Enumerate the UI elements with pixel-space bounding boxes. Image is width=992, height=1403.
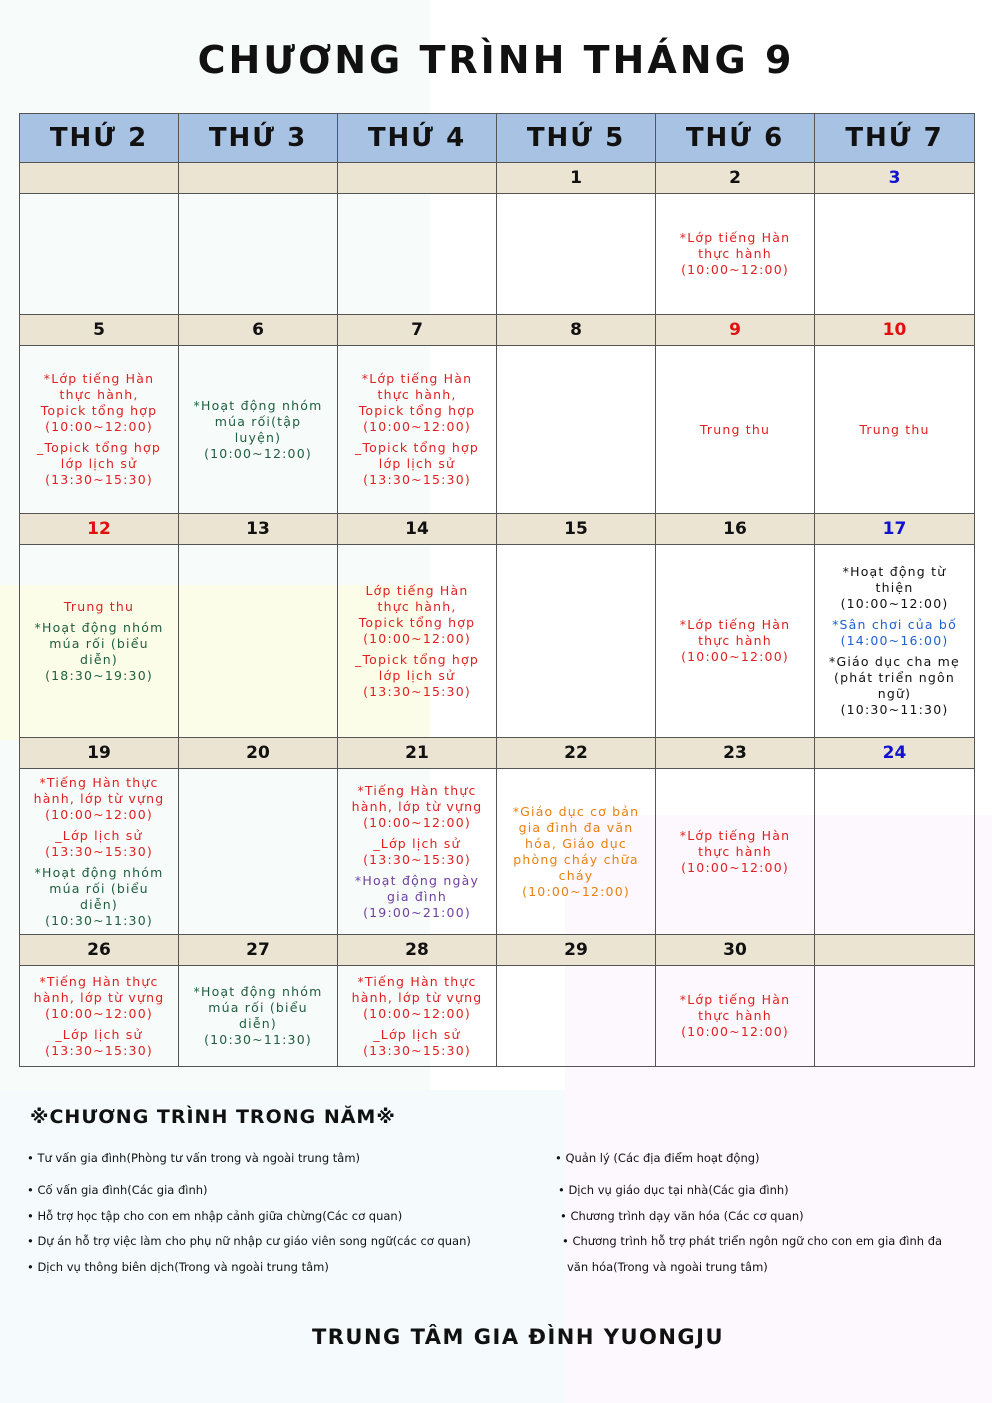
day-number: 2 (656, 163, 815, 194)
day-number: 27 (179, 935, 338, 966)
weekday-header: THỨ 4 (338, 114, 497, 163)
events-row (20, 966, 975, 1067)
day-cell (20, 966, 179, 1067)
day-cell (20, 769, 179, 935)
events-row (20, 545, 975, 738)
program-item: • Quản lý (Các địa điểm hoạt động) (555, 1151, 760, 1165)
day-cell (20, 194, 179, 315)
day-cell (338, 769, 497, 935)
program-item: • Cố vấn gia đình(Các gia đình) (27, 1183, 208, 1197)
day-cell (656, 769, 815, 935)
event-entry: Trung thu (699, 421, 771, 437)
day-number: 10 (815, 315, 975, 346)
day-number: 29 (497, 935, 656, 966)
day-cell (179, 769, 338, 935)
date-row (20, 738, 975, 769)
event-entry: *Hoạt động từ thiện (10:00~12:00) (840, 564, 949, 611)
events-row (20, 194, 975, 315)
program-item: văn hóa(Trong và ngoài trung tâm) (567, 1260, 768, 1274)
day-number (338, 163, 497, 194)
day-cell (656, 545, 815, 738)
day-number (20, 163, 179, 194)
event-entry: Trung thu (63, 598, 135, 614)
day-cell (815, 769, 975, 935)
day-cell (497, 769, 656, 935)
day-number: 9 (656, 315, 815, 346)
program-item: • Dịch vụ giáo dục tại nhà(Các gia đình) (558, 1183, 789, 1197)
day-cell (656, 194, 815, 315)
day-number: 21 (338, 738, 497, 769)
year-programs-title: ※CHƯƠNG TRÌNH TRONG NĂM※ (30, 1106, 396, 1128)
event-entry: *Lớp tiếng Hàn thực hành (10:00~12:00) (679, 230, 791, 277)
day-number: 7 (338, 315, 497, 346)
day-cell (179, 545, 338, 738)
day-number: 28 (338, 935, 497, 966)
weekday-header: THỨ 2 (20, 114, 179, 163)
event-entry: *Tiếng Hàn thực hành, lớp từ vựng (10:00~12:00) (33, 973, 165, 1021)
date-row (20, 514, 975, 545)
day-number: 5 (20, 315, 179, 346)
day-cell (815, 194, 975, 315)
day-number: 15 (497, 514, 656, 545)
weekday-header: THỨ 3 (179, 114, 338, 163)
day-number: 30 (656, 935, 815, 966)
event-entry: *Sân chơi của bố (14:00~16:00) (832, 617, 957, 648)
day-cell (815, 545, 975, 738)
day-number (815, 935, 975, 966)
event-entry: *Tiếng Hàn thực hành, lớp từ vựng (10:00~12:00) (33, 774, 165, 822)
day-cell (179, 966, 338, 1067)
day-cell (20, 346, 179, 514)
event-entry: Lớp tiếng Hàn thực hành, Topick tổng hợp (10:00~12:00) (358, 582, 476, 646)
weekday-header-row (20, 114, 975, 163)
day-number: 20 (179, 738, 338, 769)
events-row (20, 346, 975, 514)
events-row (20, 769, 975, 935)
event-entry: *Hoạt động nhóm múa rối (biểu diễn) (10:30~11:30) (193, 984, 323, 1047)
event-entry: *Tiếng Hàn thực hành, lớp từ vựng (10:00~12:00) (351, 782, 483, 830)
day-number: 23 (656, 738, 815, 769)
event-entry: _Lớp lịch sử (13:30~15:30) (363, 1026, 471, 1058)
program-item: • Chương trình hỗ trợ phát triển ngôn ngữ cho con em gia đình đa (562, 1234, 943, 1248)
date-row (20, 935, 975, 966)
page-title: CHƯƠNG TRÌNH THÁNG 9 (197, 38, 795, 82)
day-cell (338, 194, 497, 315)
program-item: • Tư vấn gia đình(Phòng tư vấn trong và ngoài trung tâm) (27, 1151, 361, 1165)
day-cell (815, 966, 975, 1067)
day-number: 6 (179, 315, 338, 346)
event-entry: *Lớp tiếng Hàn thực hành, Topick tổng hợp (10:00~12:00) (358, 371, 476, 434)
day-number (179, 163, 338, 194)
event-entry: _Lớp lịch sử (13:30~15:30) (363, 835, 471, 867)
day-number: 24 (815, 738, 975, 769)
day-number: 3 (815, 163, 975, 194)
event-entry: *Lớp tiếng Hàn thực hành (10:00~12:00) (679, 617, 791, 664)
weekday-header: THỨ 7 (815, 114, 975, 163)
day-cell (338, 346, 497, 514)
day-cell (338, 966, 497, 1067)
event-entry: *Hoạt động nhóm múa rối (biểu diễn) (18:30~19:30) (34, 619, 164, 683)
event-entry: *Lớp tiếng Hàn thực hành (10:00~12:00) (679, 827, 791, 875)
day-cell (179, 194, 338, 315)
program-item: • Dự án hỗ trợ việc làm cho phụ nữ nhập cư giáo viên song ngữ(các cơ quan) (27, 1234, 471, 1248)
event-entry: _Topick tổng hợp lớp lịch sử (13:30~15:30) (355, 440, 479, 487)
program-item: • Hỗ trợ học tập cho con em nhập cảnh giữa chừng(Các cơ quan) (27, 1209, 403, 1223)
weekday-header: THỨ 5 (497, 114, 656, 163)
program-item: • Dịch vụ thông biên dịch(Trong và ngoài trung tâm) (27, 1260, 329, 1274)
event-entry: *Hoạt động nhóm múa rối(tập luyện) (10:00~12:00) (193, 397, 323, 461)
day-cell (497, 545, 656, 738)
event-entry: *Hoạt động ngày gia đình (19:00~21:00) (354, 872, 480, 920)
date-row (20, 315, 975, 346)
day-number: 12 (20, 514, 179, 545)
event-entry: _Lớp lịch sử (13:30~15:30) (45, 1026, 153, 1058)
weekday-header: THỨ 6 (656, 114, 815, 163)
day-number: 8 (497, 315, 656, 346)
event-entry: *Giáo dục cha mẹ (phát triển ngôn ngữ) (10:30~11:30) (829, 654, 960, 717)
day-number: 14 (338, 514, 497, 545)
day-cell (497, 966, 656, 1067)
day-number: 17 (815, 514, 975, 545)
day-cell (815, 346, 975, 514)
event-entry: *Hoạt động nhóm múa rối (biểu diễn) (10:30~11:30) (34, 864, 164, 928)
footer-organization: TRUNG TÂM GIA ĐÌNH YUONGJU (311, 1325, 725, 1349)
event-entry: *Giáo dục cơ bản gia đình đa văn hóa, Giáo dục phòng cháy chữa cháy (10:00~12:00) (512, 803, 640, 899)
day-cell (656, 966, 815, 1067)
event-entry: _Topick tổng hợp lớp lịch sử (13:30~15:30) (355, 651, 479, 699)
day-cell (497, 194, 656, 315)
date-row (20, 163, 975, 194)
day-cell (497, 346, 656, 514)
event-entry: *Tiếng Hàn thực hành, lớp từ vựng (10:00~12:00) (351, 973, 483, 1021)
event-entry: *Lớp tiếng Hàn thực hành, Topick tổng hợp (10:00~12:00) (40, 371, 158, 434)
calendar-table (19, 113, 975, 1067)
event-entry: _Lớp lịch sử (13:30~15:30) (45, 827, 153, 859)
day-number: 19 (20, 738, 179, 769)
program-item: • Chương trình dạy văn hóa (Các cơ quan) (560, 1209, 804, 1223)
day-number: 16 (656, 514, 815, 545)
day-number: 1 (497, 163, 656, 194)
event-entry: Trung thu (859, 421, 930, 437)
day-number: 13 (179, 514, 338, 545)
day-cell (656, 346, 815, 514)
event-entry: *Lớp tiếng Hàn thực hành (10:00~12:00) (679, 992, 791, 1039)
day-cell (338, 545, 497, 738)
day-number: 22 (497, 738, 656, 769)
day-cell (179, 346, 338, 514)
event-entry: _Topick tổng hợp lớp lịch sử (13:30~15:30) (37, 440, 161, 487)
day-number: 26 (20, 935, 179, 966)
day-cell (20, 545, 179, 738)
